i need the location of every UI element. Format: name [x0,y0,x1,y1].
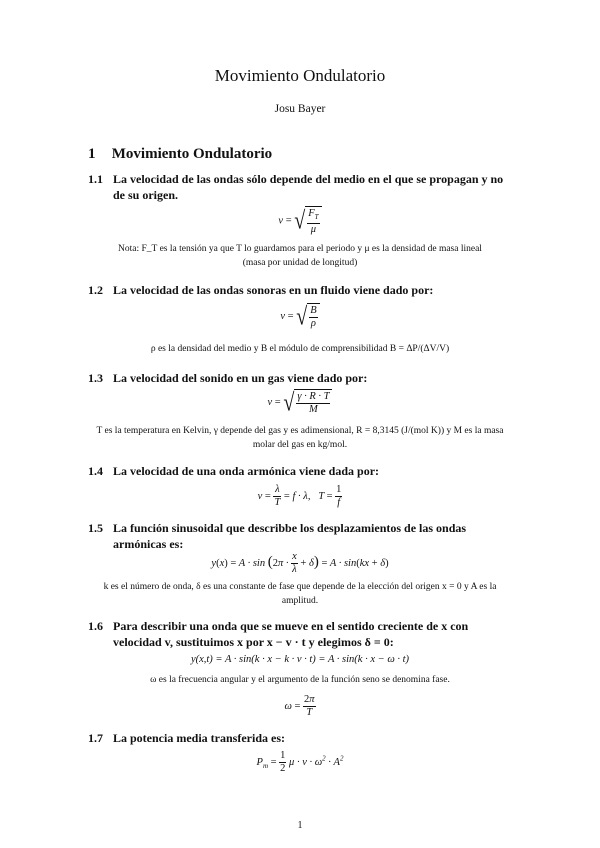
note-5-line-1: k es el número de onda, δ es una constante de fase que depende de la elección del origen x = 0 y A es la [103,582,497,592]
equation-4: v = $\frac{\lambda}{T}$ = f · λ, T = $\frac{1}{f}$ [257,484,342,508]
subsection-1-5 [88,520,518,552]
subsection-title: La velocidad de una onda armónica viene dada por: [113,464,380,478]
subsection-number: 1.5 [88,521,103,535]
subsection-title: La potencia media transferida es: [113,731,285,745]
equation-7: $P_m$ = $\frac{1}{2}$ $\mu \cdot v \cdot \omega^2 \cdot A^2$ [256,750,344,774]
subsection-number: 1.1 [88,172,103,186]
subsection-title: La velocidad de las ondas sonoras en un fluido viene dado por: [113,283,434,297]
equation-5: y(x) = A · sin (2π · $\frac{x}{\lambda}$ + δ) = A · sin(kx + δ) [211,551,389,575]
section-number: 1 [88,146,96,162]
document-title: Movimiento Ondulatorio [214,66,386,85]
subsection-number: 1.7 [88,731,103,745]
equation-2: v = √ $\frac{B}{\rho}$ [0,303,600,330]
subsection-1-2 [88,282,518,298]
subsection-1-6 [88,618,518,650]
note-1-line-2: (masa por unidad de longitud) [242,258,358,268]
section-heading [88,146,272,163]
note-3-line-1: T es la temperatura en Kelvin, γ depende del gas y es adimensional, R = 8,3145 (J/(mol K)) y M es la masa [96,426,504,436]
subsection-number: 1.3 [88,371,103,385]
subsection-title: La velocidad del sonido en un gas viene dado por: [113,371,368,385]
note-5-line-2: amplitud. [281,596,319,606]
section-title: Movimiento Ondulatorio [111,146,273,162]
subsection-1-4 [88,463,518,479]
subsection-1-1 [88,171,518,203]
subsection-title: La función sinusoidal que describbe los desplazamientos de las ondas armónicas es: [113,521,467,551]
subsection-number: 1.2 [88,283,103,297]
note-2: ρ es la densidad del medio y B el módulo de comprensibilidad B = ΔP/(ΔV/V) [150,344,450,354]
subsection-number: 1.4 [88,464,103,478]
subsection-number: 1.6 [88,619,103,633]
equation-6b: ω = $\frac{2\pi}{T}$ [284,694,315,718]
note-6: ω es la frecuencia angular y el argumento de la función seno se denomina fase. [150,675,450,685]
page-number: 1 [297,820,303,831]
subsection-title: Para describir una onda que se mueve en el sentido creciente de x con velocidad v, sustituimos x por x − v · t y elegimos δ = 0: [113,619,469,649]
note-1-line-1: Nota: F_T es la tensión ya que T lo guardamos para el periodo y μ es la densidad de masa lineal [118,244,482,254]
note-3-line-2: molar del gas en kg/mol. [252,440,348,450]
subsection-title: La velocidad de las ondas sólo depende del medio en el que se propagan y no de su origen. [113,172,504,202]
equation-1: v = √ $\frac{F_T}{\mu}$ [0,206,600,236]
equation-3: v = √ $\frac{\gamma \cdot R \cdot T}{M}$ [0,389,600,416]
author: Josu Bayer [274,103,326,115]
subsection-1-7 [88,730,518,746]
subsection-1-3 [88,370,518,386]
equation-6a: y(x,t) = A · sin(k · x − k · v · t) = A · sin(k · x − ω · t) [190,654,410,665]
